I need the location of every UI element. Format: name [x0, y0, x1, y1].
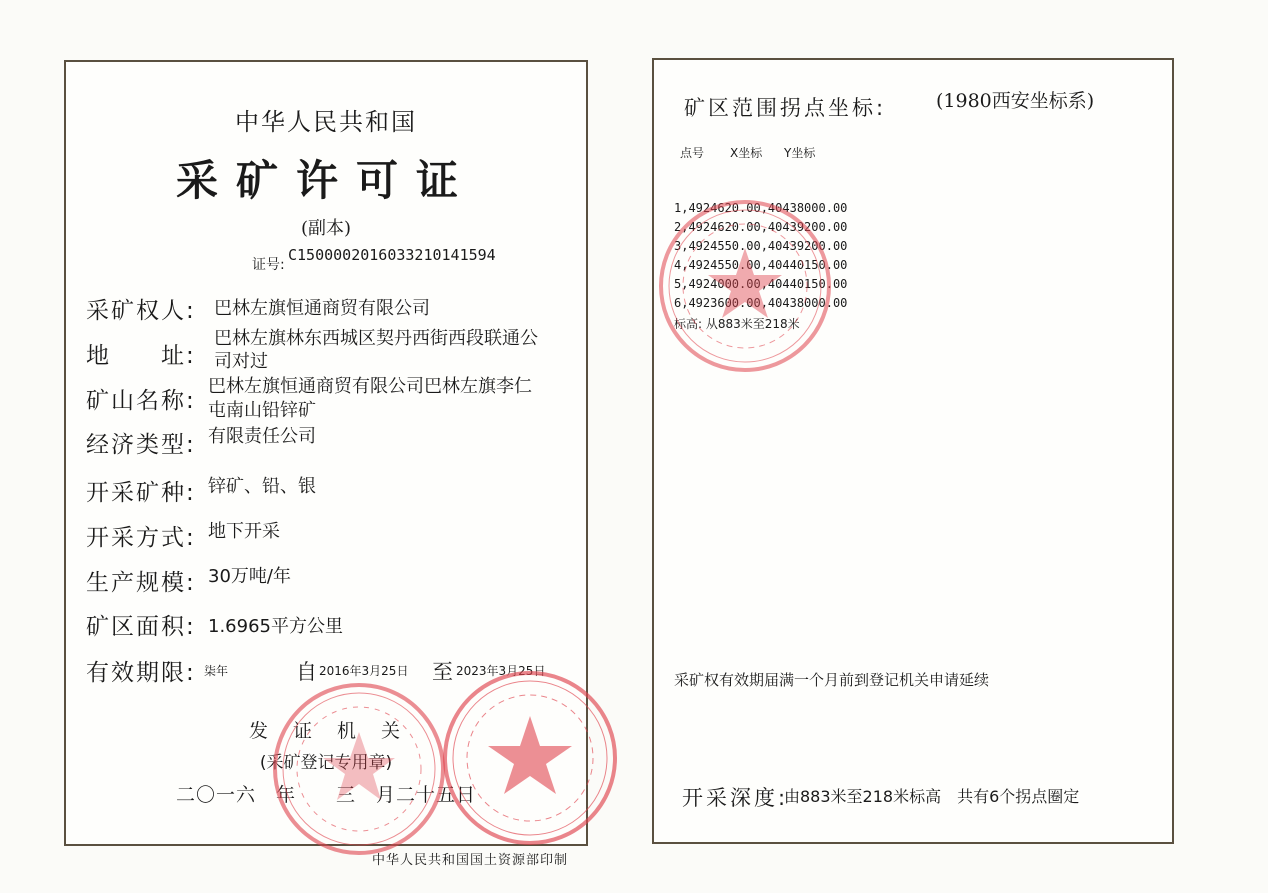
- certificate-back-panel: [652, 58, 1174, 844]
- column-y: Y坐标: [784, 146, 816, 160]
- country-name: 中华人民共和国: [235, 108, 417, 136]
- field-value-owner: 巴林左旗恒通商贸有限公司: [214, 298, 430, 319]
- validity-label: 有效期限:: [86, 660, 196, 686]
- field-label-owner: 采矿权人:: [86, 298, 196, 324]
- certificate-front-panel: [64, 60, 588, 846]
- field-value-address-line1: 巴林左旗林东西城区契丹西街西段联通公: [214, 328, 538, 349]
- depth-value: 由883米至218米标高 共有6个拐点圈定: [784, 787, 1080, 806]
- field-label-area: 矿区面积:: [86, 614, 196, 640]
- issuer-seal-note: (采矿登记专用章): [259, 753, 393, 773]
- coord-point-6: 6,4923600.00,40438000.00: [674, 296, 848, 310]
- field-value-address-line2: 司对过: [214, 351, 268, 372]
- cert-number: C1500002016033210141594: [288, 246, 496, 264]
- column-x: X坐标: [730, 146, 763, 160]
- field-label-address: 地 址:: [86, 343, 196, 369]
- column-point-no: 点号: [680, 146, 705, 160]
- depth-label: 开采深度:: [682, 786, 789, 810]
- coord-system: (1980西安坐标系): [936, 90, 1095, 112]
- field-value-method: 地下开采: [208, 521, 280, 542]
- coord-title: 矿区范围拐点坐标:: [684, 96, 887, 120]
- coord-point-1: 1,4924620.00,40438000.00: [674, 201, 848, 215]
- field-value-area: 1.6965平方公里: [208, 616, 343, 637]
- field-value-scale: 30万吨/年: [208, 566, 291, 587]
- field-value-mineral: 锌矿、铅、银: [208, 476, 316, 497]
- field-label-mineral: 开采矿种:: [86, 480, 196, 506]
- field-label-economic-type: 经济类型:: [86, 432, 196, 458]
- coord-point-5: 5,4924000.00,40440150.00: [674, 277, 848, 291]
- renewal-note: 采矿权有效期届满一个月前到登记机关申请延续: [674, 671, 990, 689]
- printer-note: 中华人民共和国国土资源部印制: [371, 853, 568, 868]
- validity-from-label: 自: [296, 660, 317, 684]
- validity-to-label: 至: [432, 660, 453, 684]
- coord-point-2: 2,4924620.00,40439200.00: [674, 220, 848, 234]
- cert-number-label: 证号:: [252, 257, 285, 273]
- certificate-title: 采矿许可证: [175, 156, 476, 205]
- coord-elevation: 标高: 从883米至218米: [674, 317, 800, 331]
- field-label-scale: 生产规模:: [86, 570, 196, 596]
- field-value-economic-type: 有限责任公司: [208, 426, 316, 447]
- coord-point-4: 4,4924550.00,40440150.00: [674, 258, 848, 272]
- copy-note: (副本): [300, 218, 352, 239]
- field-label-mine-name: 矿山名称:: [86, 388, 196, 414]
- field-value-mine-name-line1: 巴林左旗恒通商贸有限公司巴林左旗李仁: [208, 376, 532, 397]
- validity-from-date: 2016年3月25日: [319, 664, 409, 678]
- field-label-method: 开采方式:: [86, 525, 196, 551]
- coord-point-3: 3,4924550.00,40439200.00: [674, 239, 848, 253]
- field-value-mine-name-line2: 屯南山铅锌矿: [208, 400, 316, 421]
- issue-date: 二〇一六 年 三 月二十五日: [175, 784, 476, 806]
- validity-to-date: 2023年3月25日: [456, 664, 546, 678]
- issuer-label: 发 证 机 关: [248, 720, 403, 742]
- validity-years: 柒年: [204, 664, 229, 678]
